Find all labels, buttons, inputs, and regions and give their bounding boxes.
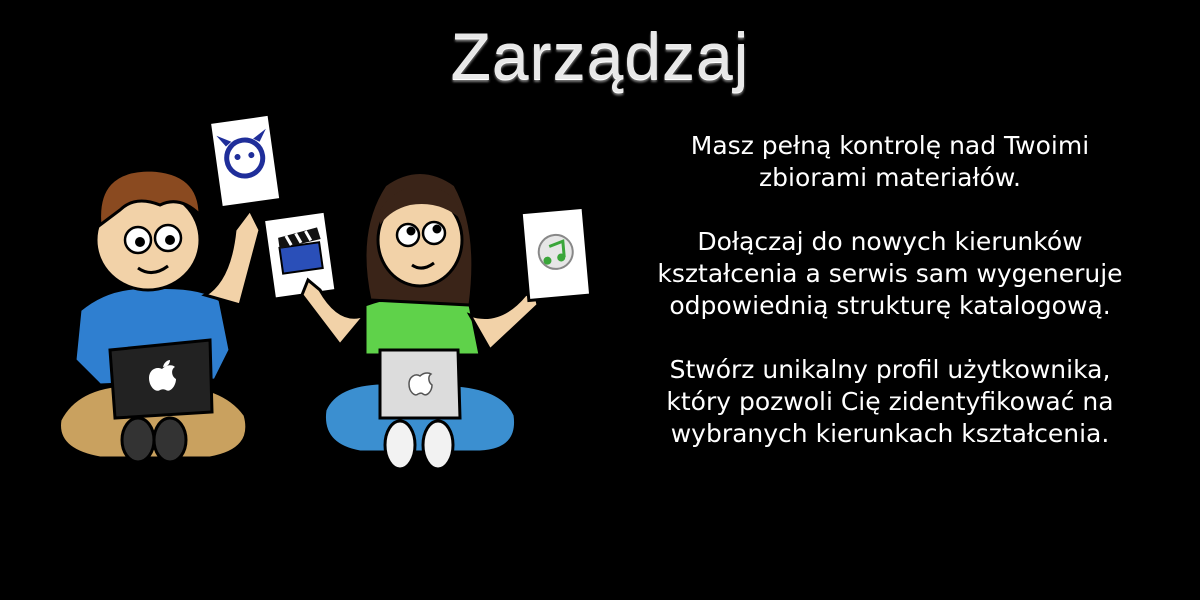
page-title: Zarządzaj <box>450 19 750 93</box>
card-itunes <box>521 207 590 300</box>
apple-logo-icon <box>409 373 432 395</box>
paragraph-profile: Stwórz unikalny profil użytkownika, który pozwoli Cię zidentyfikować na wybranych kierunkach kształcenia. <box>666 355 1114 448</box>
girl-figure <box>302 173 538 470</box>
description <box>640 130 1140 482</box>
illustration-two-students <box>40 100 620 500</box>
boy-figure <box>60 170 261 462</box>
card-video <box>263 211 336 299</box>
card-napster <box>209 114 280 208</box>
paragraph-control: Masz pełną kontrolę nad Twoimi zbiorami materiałów. <box>690 131 1090 192</box>
paragraph-courses: Dołączaj do nowych kierunków kształcenia a serwis sam wygeneruje odpowiednią strukturę katalogową. <box>657 227 1123 320</box>
